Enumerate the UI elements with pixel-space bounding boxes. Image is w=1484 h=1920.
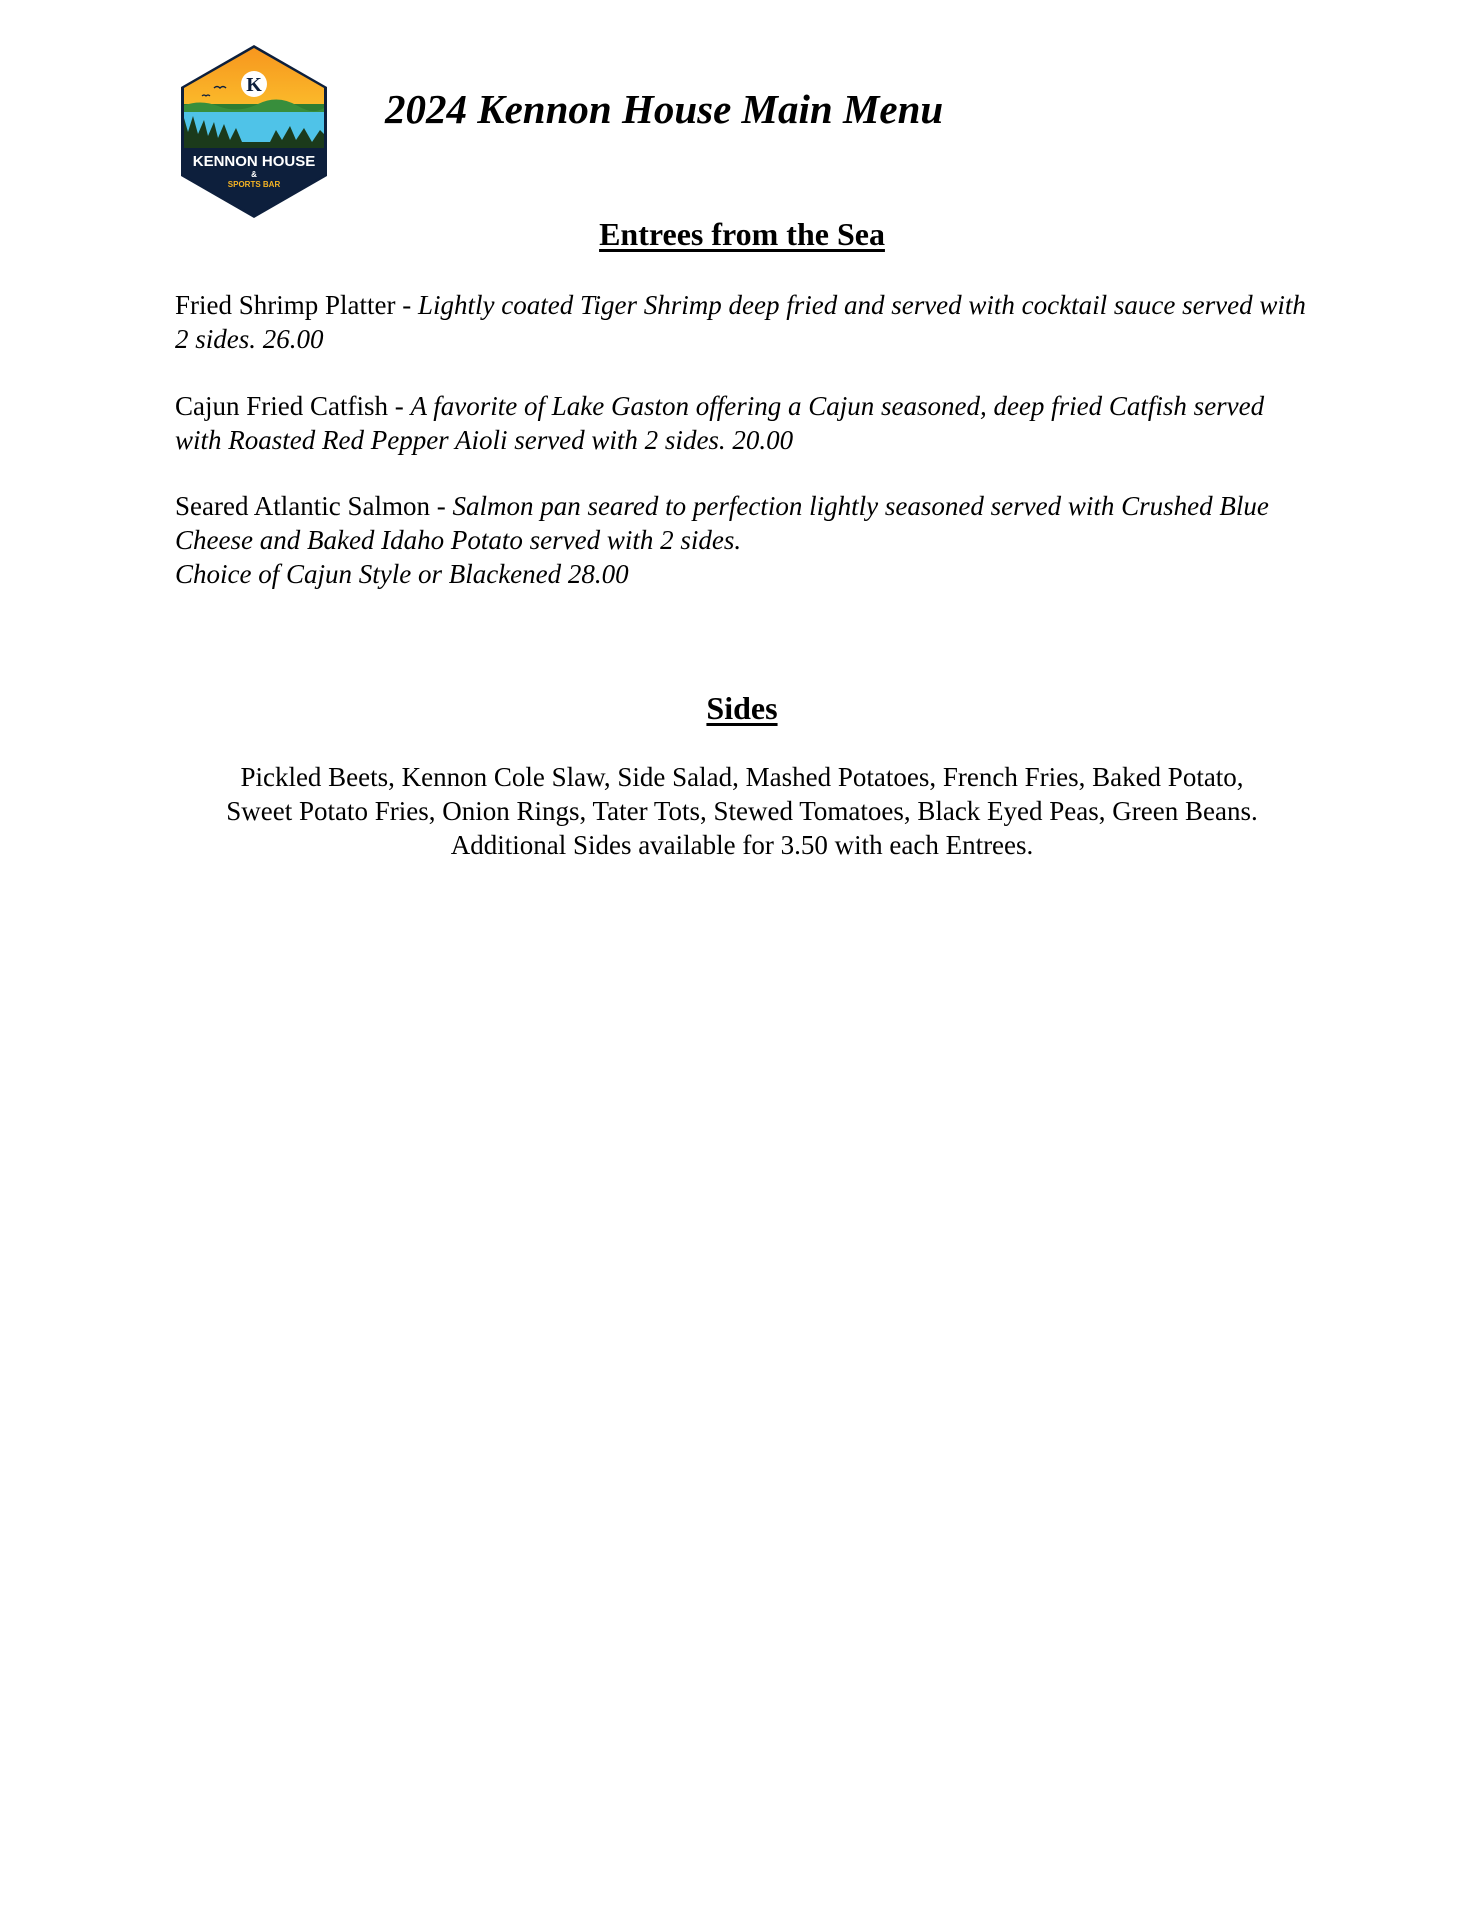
sides-list	[0, 760, 1484, 862]
item-description: Salmon pan seared to perfection lightly seasoned served with Crushed Blue Cheese and Baked Idaho Potato served with 2 sides.	[175, 491, 1269, 555]
item-name: Cajun Fried Catfish -	[175, 391, 404, 421]
kennon-house-logo	[178, 44, 330, 219]
menu-item-fried-shrimp	[175, 288, 1315, 356]
svg-text:K: K	[246, 74, 262, 96]
sides-line: Pickled Beets, Kennon Cole Slaw, Side Salad, Mashed Potatoes, French Fries, Baked Potato,	[240, 762, 1244, 792]
sides-additional-note: Additional Sides available for 3.50 with each Entrees.	[450, 830, 1034, 860]
svg-text:KENNON HOUSE: KENNON HOUSE	[192, 153, 316, 170]
item-name: Fried Shrimp Platter -	[175, 290, 412, 320]
page-title: 2024 Kennon House Main Menu	[385, 86, 944, 132]
item-name: Seared Atlantic Salmon -	[175, 491, 446, 521]
item-description-choice: Choice of Cajun Style or Blackened 28.00	[175, 559, 629, 589]
sides-heading: Sides	[706, 690, 778, 726]
item-description: Lightly coated Tiger Shrimp deep fried and served with cocktail sauce served with 2 sides. 26.00	[175, 290, 1306, 354]
sides-line: Sweet Potato Fries, Onion Rings, Tater Tots, Stewed Tomatoes, Black Eyed Peas, Green Beans.	[226, 796, 1258, 826]
menu-item-cajun-catfish	[175, 389, 1315, 457]
entrees-heading: Entrees from the Sea	[599, 216, 885, 252]
menu-item-atlantic-salmon	[175, 489, 1315, 591]
svg-text:SPORTS BAR: SPORTS BAR	[227, 180, 281, 189]
item-description: A favorite of Lake Gaston offering a Cajun seasoned, deep fried Catfish served with Roasted Red Pepper Aioli served with 2 sides. 20.00	[175, 391, 1265, 455]
svg-text:&: &	[251, 170, 257, 179]
